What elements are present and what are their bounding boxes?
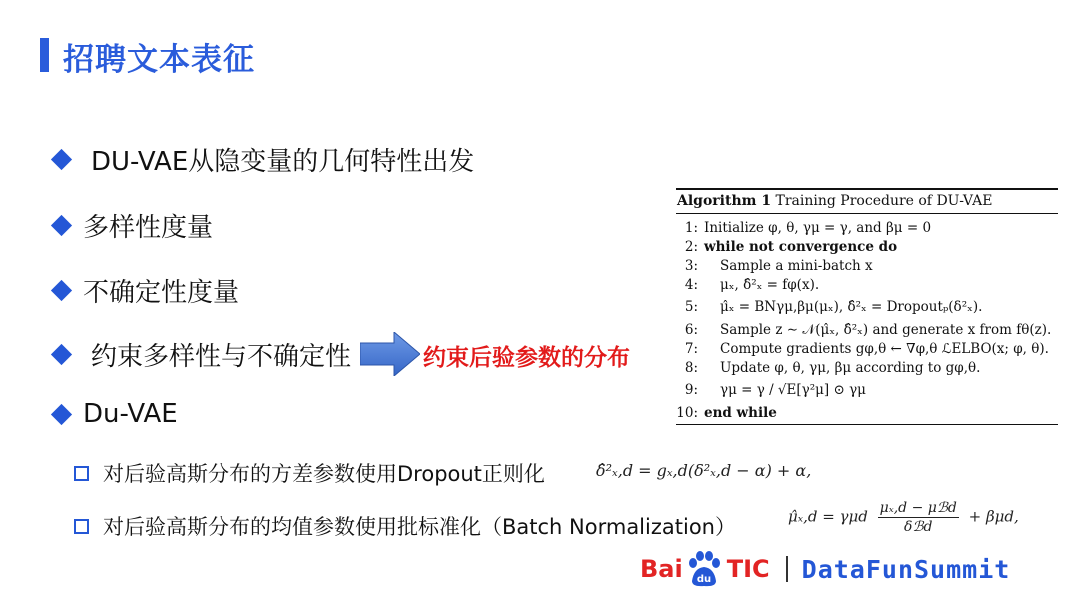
batchnorm-formula	[788, 500, 1019, 535]
bullet-text: Du-VAE	[83, 399, 178, 429]
formula-rhs: + βμd,	[968, 507, 1019, 526]
datafun-summit-logo: DataFunSummit	[801, 554, 1011, 584]
line-number: 4:	[684, 276, 698, 293]
formula-numerator: μₓ,d − μℬd	[879, 500, 957, 516]
algorithm-body	[676, 214, 1058, 424]
line-code: μₓ, δ̂²ₓ = fφ(x).	[720, 276, 820, 293]
line-code: μ̂ₓ = BNγμ,βμ(μₓ), δ̂²ₓ = Dropoutₚ(δ²ₓ).	[720, 299, 983, 315]
bullet-text: DU-VAE从隐变量的几何特性出发	[91, 147, 475, 177]
formula-fraction	[878, 500, 959, 535]
footer-separator	[786, 556, 788, 582]
algorithm-line	[676, 358, 1058, 377]
sub-bullet-text: 对后验高斯分布的均值参数使用批标准化（Batch Normalization）	[103, 515, 736, 539]
line-code: Compute gradients gφ,θ ← ∇φ,θ ℒELBO(x; φ, θ).	[720, 340, 1049, 357]
dropout-formula: δ̂²ₓ,d = gₓ,d(δ²ₓ,d − α) + α,	[596, 461, 812, 480]
line-number: 2:	[684, 238, 698, 255]
bullet-text: 不确定性度量	[83, 278, 240, 308]
bullet-item	[54, 399, 178, 429]
line-code: Initialize φ, θ, γμ = γ, and βμ = 0	[704, 219, 932, 236]
line-code: end while	[704, 404, 777, 421]
diamond-bullet-icon	[51, 215, 72, 236]
bullet-text: 多样性度量	[83, 213, 214, 243]
algorithm-title: Training Procedure of DU-VAE	[775, 193, 993, 209]
line-number: 5:	[684, 299, 698, 315]
title-accent-bar	[40, 38, 49, 72]
tic-logo-text: TIC	[726, 555, 770, 583]
algorithm-bottom-rule	[676, 424, 1058, 425]
line-code: Sample a mini-batch x	[720, 257, 873, 274]
footer-logos	[640, 550, 1010, 588]
bullet-item	[54, 141, 474, 178]
line-number: 10:	[676, 404, 698, 421]
diamond-bullet-icon	[51, 280, 72, 301]
algorithm-line	[676, 320, 1058, 339]
baidu-logo-text: Bai	[640, 555, 683, 583]
algorithm-box	[676, 188, 1058, 425]
line-number: 1:	[684, 219, 698, 236]
algorithm-line	[676, 256, 1058, 275]
formula-lhs: μ̂ₓ,d = γμd	[788, 507, 868, 526]
algorithm-line	[676, 294, 1058, 320]
algorithm-label: Algorithm 1	[677, 193, 772, 209]
algorithm-line	[676, 377, 1058, 403]
square-bullet-icon	[74, 466, 89, 481]
algorithm-line	[676, 218, 1058, 237]
sub-bullet-item	[74, 511, 736, 541]
sub-bullet-text: 对后验高斯分布的方差参数使用Dropout正则化	[103, 462, 545, 486]
formula-denominator: δℬd	[904, 519, 933, 535]
line-number: 3:	[684, 257, 698, 274]
highlight-text: 约束后验参数的分布	[423, 345, 630, 371]
baidu-du-text: du	[696, 574, 711, 585]
line-number: 6:	[684, 321, 698, 338]
line-number: 7:	[684, 340, 698, 357]
diamond-bullet-icon	[51, 403, 72, 424]
algorithm-line	[676, 275, 1058, 294]
algorithm-line	[676, 237, 1058, 256]
right-arrow-icon	[360, 332, 420, 376]
square-bullet-icon	[74, 519, 89, 534]
algorithm-header	[676, 190, 1058, 213]
baidu-paw-icon	[684, 550, 724, 588]
line-number: 9:	[684, 382, 698, 398]
bullet-item	[54, 207, 213, 244]
algorithm-line	[676, 339, 1058, 358]
sub-bullet-item	[74, 458, 545, 488]
line-number: 8:	[684, 359, 698, 376]
diamond-bullet-icon	[51, 344, 72, 365]
algorithm-line	[676, 403, 1058, 422]
page-title: 招聘文本表征	[63, 42, 255, 78]
bullet-text: 约束多样性与不确定性	[91, 342, 352, 372]
line-code: while not convergence do	[704, 238, 898, 255]
diamond-bullet-icon	[51, 149, 72, 170]
line-code: γμ = γ / √E[γ²μ] ⊙ γμ	[720, 382, 866, 398]
line-code: Update φ, θ, γμ, βμ according to gφ,θ.	[720, 359, 981, 376]
line-code: Sample z ∼ 𝒩(μ̂ₓ, δ̂²ₓ) and generate x from fθ(z).	[720, 321, 1052, 338]
bullet-item	[54, 272, 239, 309]
bullet-item	[54, 336, 351, 373]
